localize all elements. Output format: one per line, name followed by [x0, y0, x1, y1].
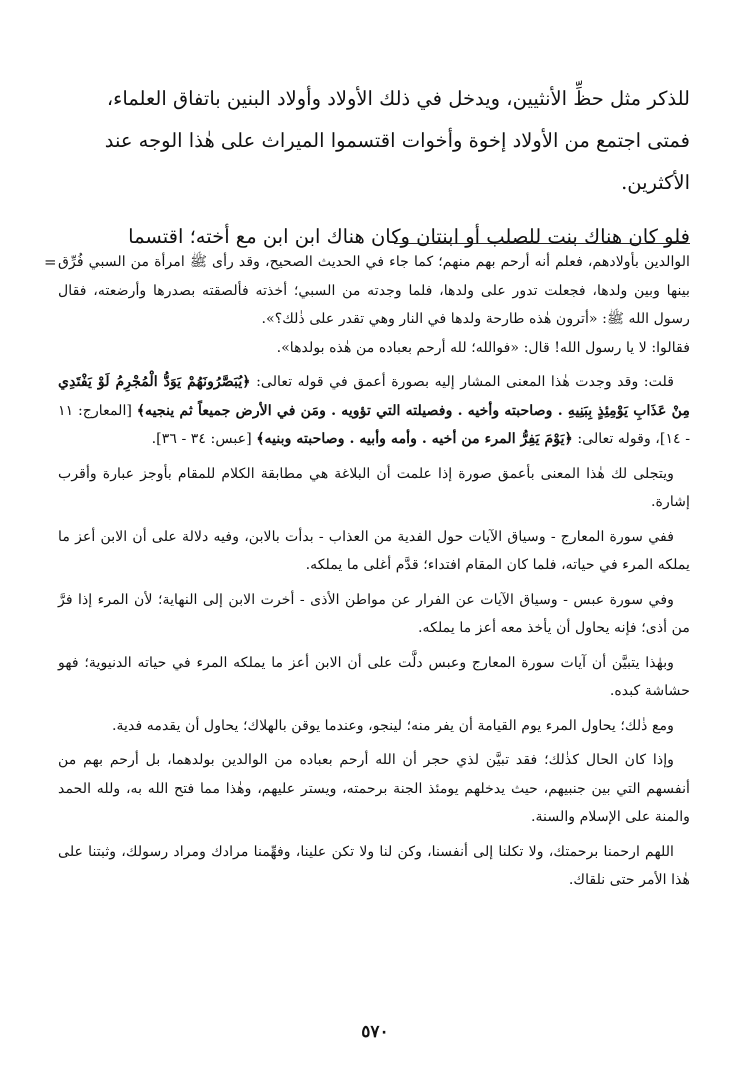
quran-reference: [المعارج: ١١ - ١٤]، وقوله تعالى:	[58, 402, 690, 447]
main-line-4: فلو كان هناك بنت للصلب أو ابنتان وكان هناك ابن ابن مع أخته؛ اقتسما	[128, 225, 690, 248]
footnote-block	[44, 248, 690, 895]
footnote-paragraph: وبهٰذا يتبيَّن أن آيات سورة المعارج وعبس دلَّت على أن الابن أعز ما يملكه المرء في حياته الدنيوية؛ فهو حشاشة كبده.	[58, 654, 690, 699]
footnote-paragraph	[58, 368, 690, 454]
main-line-2: فمتى اجتمع من الأولاد إخوة وأخوات اقتسموا الميراث على هٰذا الوجه عند	[104, 129, 690, 152]
footnote-separator	[394, 243, 690, 244]
footnote-paragraph: ومع ذٰلك؛ يحاول المرء يوم القيامة أن يفر منه؛ لينجو، وعندما يوقن بالهلاك؛ يحاول أن يقدمه فدية.	[111, 717, 674, 734]
continuation-marker: =	[44, 253, 57, 271]
footnote-text: قلت: وقد وجدت هٰذا المعنى المشار إليه بصورة أعمق في قوله تعالى:	[250, 374, 674, 390]
footnote-paragraph: ويتجلى لك هٰذا المعنى بأعمق صورة إذا علمت أن البلاغة هي مطابقة الكلام للمقام بأوجز عبارة وأقرب إشارة.	[58, 465, 690, 510]
footnote-paragraph: وإذا كان الحال كذٰلك؛ فقد تبيَّن لذي حجر أن الله أرحم بعباده من الوالدين بولدهما، بل أرحم بهم من أنفسهم التي بين جنبيهم، حيث يدخلهم يومئذ الجنة برحمته، ويستر عليهم، وهٰذا مما فتح الله به، ولله الحمد والمنة على الإسلام والسنة.	[58, 752, 690, 825]
footnote-paragraph: فقالوا: لا يا رسول الله! قال: «فوالله؛ لله أرحم بعباده من هٰذه بولدها».	[276, 339, 690, 356]
quran-quote: ﴿يَوْمَ يَفِرُّ المرء من أخيه . وأمه وأبيه . وصاحبته وبنيه﴾	[256, 431, 573, 447]
main-line-1: للذكر مثل حظِّ الأنثيين، ويدخل في ذلك الأولاد وأولاد البنين باتفاق العلماء،	[106, 87, 690, 110]
footnote-paragraph: اللهم ارحمنا برحمتك، ولا تكلنا إلى أنفسنا، وكن لنا ولا تكن علينا، وفهِّمنا مرادك ومراد رسولك، وثبتنا على هٰذا الأمر حتى نلقاك.	[58, 843, 690, 888]
footnote-paragraph: الوالدين بأولادهم، فعلم أنه أرحم بهم منهم؛ كما جاء في الحديث الصحيح، وقد رأى ﷺ امرأة من السبي فُرِّق بينها وبين ولدها، فجعلت تدور على ولدها، فلما وجدته من السبي؛ أخذته فألصقته بصدرها وأرضعته، فقال رسول الله ﷺ: «أترون هٰذه طارحة ولدها في النار وهي تقدر على ذٰلك؟».	[58, 254, 690, 327]
quran-reference: [عبس: ٣٤ - ٣٦].	[151, 431, 257, 447]
footnote-paragraph: وفي سورة عبس - وسياق الآيات عن الفرار عن مواطن الأذى - أخرت الابن إلى النهاية؛ لأن المرء إذا فرَّ من أذى؛ فإنه يحاول أن يأخذ معه أعز ما يملكه.	[58, 591, 690, 636]
main-line-3: الأكثرين.	[621, 171, 690, 194]
main-text	[58, 78, 690, 258]
quran-quote: ﴿يُبَصَّرُونَهُمْ يَوَدُّ الْمُجْرِمُ لَوْ يَفْتَدِي مِنْ عَذَابِ يَوْمِئِذٍ بِبَنِيهِ . وصاحبته وأخيه . وفصيلته التي تؤويه . ومَن في الأرض جميعاً ثم ينجيه﴾	[58, 374, 690, 419]
page-number: ٥٧٠	[361, 1022, 389, 1042]
footnote-paragraph: ففي سورة المعارج - وسياق الآيات حول الفدية من العذاب - بدأت بالابن، وفيه دلالة على أن الابن أعز ما يملكه المرء في حياته، فلما كان المقام افتداء؛ قدَّم أغلى ما يملكه.	[58, 528, 690, 573]
